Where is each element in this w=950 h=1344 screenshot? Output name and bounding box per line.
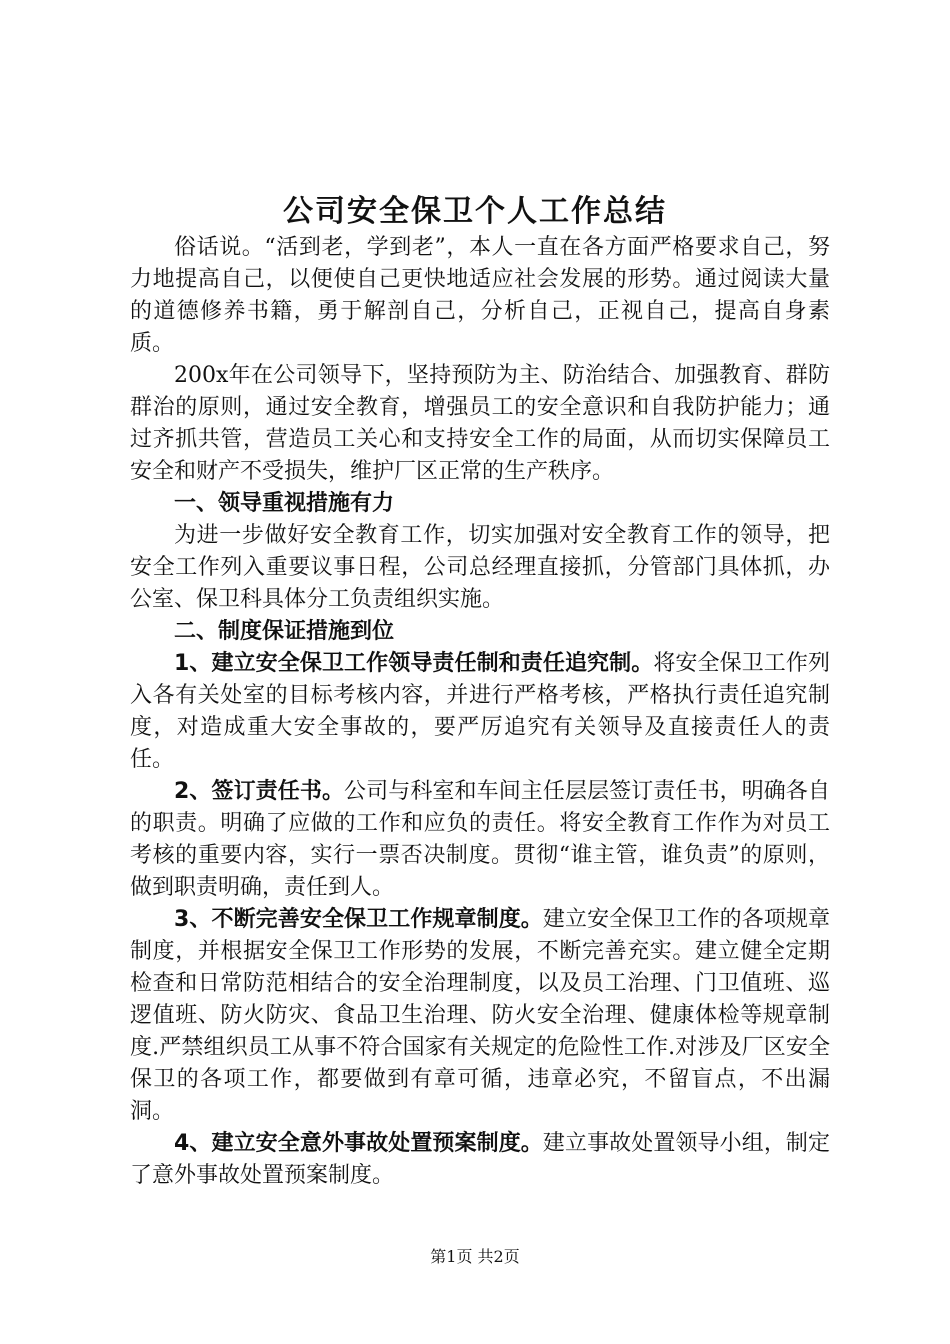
paragraph-3: 为进一步做好安全教育工作，切实加强对安全教育工作的领导，把安全工作列入重要议事日程，公司总经理直接抓，分管部门具体抓，办公室、保卫科具体分工负责组织实施。 xyxy=(130,523,830,612)
item-2 xyxy=(130,776,830,904)
item-3-lead: 3、不断完善安全保卫工作规章制度。 xyxy=(174,907,543,932)
item-3 xyxy=(130,904,830,1128)
paragraph-2: 200x年在公司领导下，坚持预防为主、防治结合、加强教育、群防群治的原则，通过安全教育，增强员工的安全意识和自我防护能力；通过齐抓共管，营造员工关心和支持安全工作的局面，从而切实保障员工安全和财产不受损失，维护厂区正常的生产秩序。 xyxy=(130,363,830,484)
item-2-text: 公司与科室和车间主任层层签订责任书，明确各自的职责。明确了应做的工作和应负的责任。将安全教育工作作为对员工考核的重要内容，实行一票否决制度。贯彻“谁主管，谁负责”的原则，做到职责明确，责任到人。 xyxy=(130,779,830,900)
page-footer: 第1页 共2页 xyxy=(430,1247,520,1266)
item-4-text: 建立事故处置领导小组，制定了意外事故处置预案制度。 xyxy=(130,1131,830,1188)
item-1-text: 将安全保卫工作列入各有关处室的目标考核内容，并进行严格考核，严格执行责任追究制度，对造成重大安全事故的，要严厉追究有关领导及直接责任人的责任。 xyxy=(130,651,830,772)
document-body xyxy=(130,232,830,1192)
paragraph-1: 俗话说。“活到老，学到老”，本人一直在各方面严格要求自己，努力地提高自己，以便使自己更快地适应社会发展的形势。通过阅读大量的道德修养书籍，勇于解剖自己，分析自己，正视自己，提高自身素质。 xyxy=(130,235,830,356)
item-4-lead: 4、建立安全意外事故处置预案制度。 xyxy=(174,1131,543,1156)
section-heading-2: 二、制度保证措施到位 xyxy=(174,619,395,644)
item-4 xyxy=(130,1128,830,1192)
item-1 xyxy=(130,648,830,776)
section-heading-1: 一、领导重视措施有力 xyxy=(174,491,395,516)
item-1-lead: 1、建立安全保卫工作领导责任制和责任追究制。 xyxy=(174,651,654,676)
item-3-text: 建立安全保卫工作的各项规章制度，并根据安全保卫工作形势的发展，不断完善充实。建立健全定期检查和日常防范相结合的安全治理制度，以及员工治理、门卫值班、巡逻值班、防火防灾、食品卫生治理、防火安全治理、健康体检等规章制度.严禁组织员工从事不符合国家有关规定的危险性工作.对涉及厂区安全保卫的各项工作，都要做到有章可循，违章必究，不留盲点，不出漏洞。 xyxy=(130,907,830,1124)
document-title: 公司安全保卫个人工作总结 xyxy=(283,194,667,229)
item-2-lead: 2、签订责任书。 xyxy=(174,779,345,804)
